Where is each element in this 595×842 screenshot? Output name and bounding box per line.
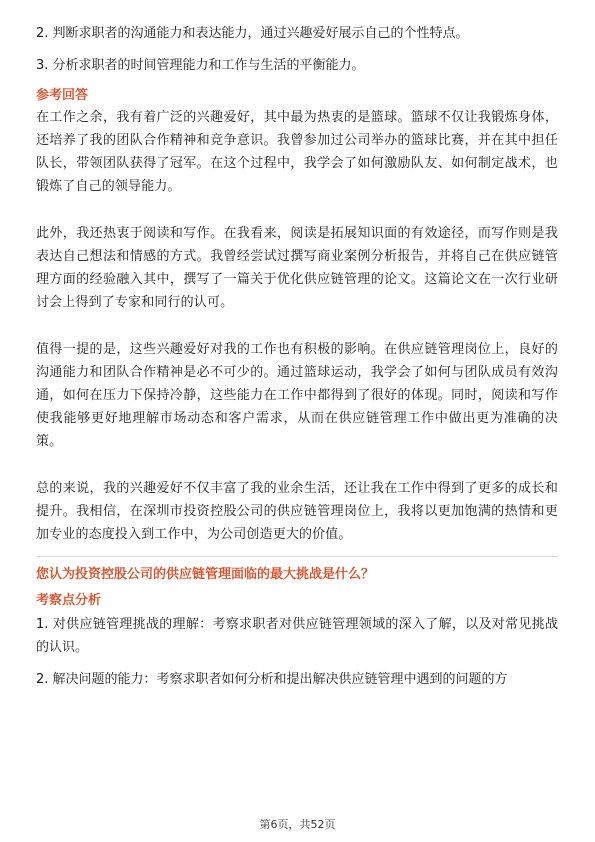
answer-heading: 参考回答: [36, 88, 89, 103]
list-item: 2. 解决问题的能力：考察求职者如何分析和提出解决供应链管理中遇到的问题的方: [36, 672, 508, 687]
section-divider: [36, 556, 558, 557]
question-heading: 您认为投资控股公司的供应链管理面临的最大挑战是什么？: [36, 567, 375, 582]
list-item: 2. 判断求职者的沟通能力和表达能力，通过兴趣爱好展示自己的个性特点。: [36, 26, 469, 41]
answer-paragraph: 总的来说，我的兴趣爱好不仅丰富了我的业余生活，还让我在工作中得到了更多的成长和提升。我相信，在深圳市投资控股公司的供应链管理岗位上，我将以更加饱满的热情和更加专业的态度投入到工作中，为公司创造更大的价值。: [36, 481, 558, 542]
answer-paragraph: 此外，我还热衷于阅读和写作。在我看来，阅读是拓展知识面的有效途径，而写作则是我表达自己想法和情感的方式。我曾经尝试过撰写商业案例分析报告，并将自己在供应链管理方面的经验融入其中，撰写了一篇关于优化供应链管理的论文。这篇论文在一次行业研讨会上得到了专家和同行的认可。: [36, 226, 558, 310]
answer-paragraph: 值得一提的是，这些兴趣爱好对我的工作也有积极的影响。在供应链管理岗位上，良好的沟通能力和团队合作精神是必不可少的。通过篮球运动，我学会了如何与团队成员有效沟通，如何在压力下保持冷静，这些能力在工作中都得到了很好的体现。同时，阅读和写作使我能够更好地理解市场动态和客户需求，从而在供应链管理工作中做出更为准确的决策。: [36, 342, 558, 449]
list-item: 1. 对供应链管理挑战的理解：考察求职者对供应链管理领域的深入了解，以及对常见挑战的认识。: [36, 617, 558, 655]
page-number: 第6页，共52页: [259, 818, 336, 831]
page-content: [36, 22, 558, 700]
answer-paragraph: 在工作之余，我有着广泛的兴趣爱好，其中最为热衷的是篮球。篮球不仅让我锻炼身体，还培养了我的团队合作精神和竞争意识。我曾参加过公司举办的篮球比赛，并在其中担任队长，带领团队获得了冠军。在这个过程中，我学会了如何激励队友、如何制定战术，也锻炼了自己的领导能力。: [36, 110, 558, 194]
list-item: 3. 分析求职者的时间管理能力和工作与生活的平衡能力。: [36, 58, 365, 73]
analysis-heading: 考察点分析: [36, 593, 102, 608]
